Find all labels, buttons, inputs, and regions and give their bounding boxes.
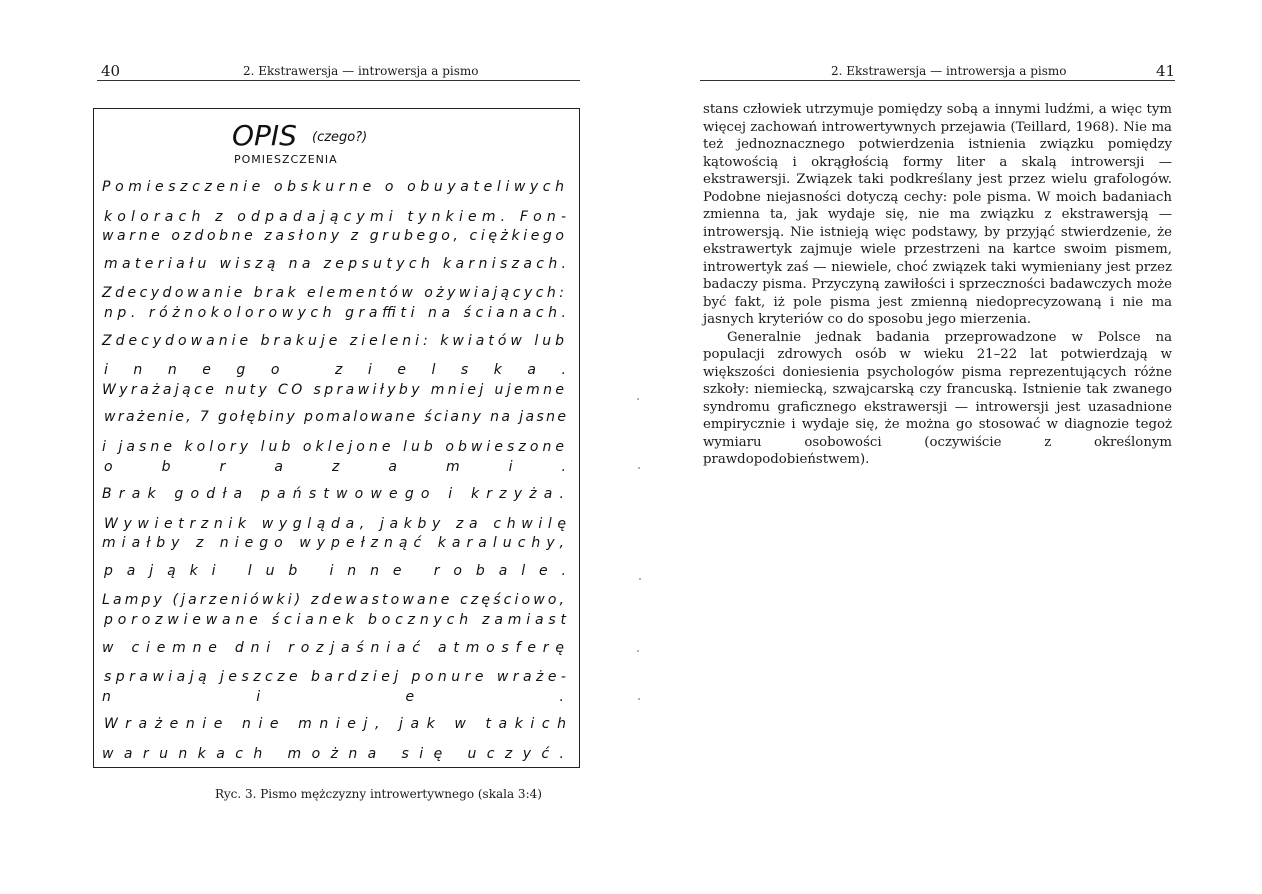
handwriting-line: Brak godła państwowego i krzyża.	[102, 486, 564, 502]
left-header-rule	[97, 80, 580, 81]
handwriting-line: nie.	[102, 689, 564, 705]
handwriting-figure	[93, 108, 580, 768]
handwriting-lines	[101, 179, 567, 762]
handwriting-title: OPIS	[232, 119, 297, 152]
scan-speck	[638, 467, 640, 469]
right-header-rule	[700, 80, 1175, 81]
handwriting-line: Wywietrznik wygląda, jakby za chwilę	[104, 516, 566, 532]
handwriting-line: Pomieszczenie obskurne o obuyateliwych	[102, 179, 564, 195]
scan-speck	[638, 698, 640, 700]
handwriting-line: wrażenie, 7 gołębiny pomalowane ściany na jasne	[104, 409, 566, 425]
handwriting-line: obrazami.	[104, 459, 566, 475]
handwriting-title-note: (czego?)	[312, 130, 368, 145]
handwriting-line: Zdecydowanie brakuje zieleni: kwiatów lub	[102, 333, 564, 349]
handwriting-line: np. różnokolorowych graffiti na ścianach.	[104, 305, 566, 321]
figure-caption: Ryc. 3. Pismo mężczyzny introwertywnego (skala 3:4)	[215, 787, 542, 801]
left-page-number: 40	[101, 62, 121, 80]
scan-speck	[637, 398, 639, 400]
handwriting-line: i jasne kolory lub oklejone lub obwieszone	[102, 439, 565, 455]
handwriting-line: Lampy (jarzeniówki) zdewastowane częściowo,	[102, 592, 564, 608]
handwriting-line: Zdecydowanie brak elementów ożywiających:	[102, 285, 565, 301]
handwriting-line: pająki lub inne robale.	[104, 563, 566, 579]
paragraph-1: stans człowiek utrzymuje pomiędzy sobą a innymi ludźmi, a więc tym więcej zachowań introwertywnych przejawia (Teillard, 1968). Nie ma też jednoznacznego potwierdzenia istnienia związku pomiędzy kątowością i okrągłością formy liter a skalą introwersji — ekstrawersji. Związek taki podkreślany jest przez wielu grafologów. Podobne niejasności dotyczą cechy: pole pisma. W moich badaniach zmienna ta, jak wydaje się, nie ma związku z ekstrawersją — introwersją. Nie istnieją więc podstawy, by przyjąć stwierdzenie, że ekstrawertyk zajmuje wiele przestrzeni na kartce swoim pismem, introwertyk zaś — niewiele, choć związek taki wymieniany jest przez badaczy pisma. Przyczyną zawiłości i sprzeczności badawczych może być fakt, iż pole pisma jest zmienną niedoprecyzowaną i nie ma jasnych kryteriów co do sposobu jego mierzenia.	[703, 102, 1172, 327]
left-running-head: 2. Ekstrawersja — introwersja a pismo	[243, 64, 479, 78]
handwriting-line: Wyrażające nuty CO sprawiłyby mniej ujemne	[102, 382, 564, 398]
handwriting-line: Wrażenie nie mniej, jak w takich	[104, 716, 566, 732]
handwriting-line: kolorach z odpadającymi tynkiem. Fon-	[104, 209, 567, 225]
handwriting-line: materiału wiszą na zepsutych karniszach.	[104, 256, 566, 272]
handwriting-line: sprawiają jeszcze bardziej ponure wraże-	[104, 669, 566, 685]
paragraph-2: Generalnie jednak badania przeprowadzone w Polsce na populacji zdrowych osób w wieku 21–22 lat potwierdzają w większości doniesienia psychologów pisma reprezentujących różne szkoły: niemiecką, szwajcarską czy francuską. Istnienie tak zwanego syndromu graficznego ekstrawersji — introwersji jest uzasadnione empirycznie i wydaje się, że można go stosować w diagnozie tegoż wymiaru osobowości (oczywiście z określonym prawdopodobieństwem).	[703, 329, 1172, 467]
right-page-number: 41	[1156, 62, 1176, 80]
handwriting-subtitle: POMIESZCZENIA	[234, 153, 338, 166]
handwriting-line: warne ozdobne zasłony z grubego, ciężkiego	[102, 228, 564, 244]
handwriting-line: innego zielska.	[104, 362, 566, 378]
scan-speck	[639, 578, 641, 580]
scan-speck	[637, 650, 639, 652]
handwriting-line: w ciemne dni rozjaśniać atmosferę	[102, 640, 564, 656]
handwriting-line: warunkach można się uczyć.	[102, 746, 564, 762]
handwriting-line: miałby z niego wypełznąć karaluchy,	[102, 535, 565, 551]
right-running-head: 2. Ekstrawersja — introwersja a pismo	[831, 64, 1067, 78]
handwriting-line: porozwiewane ścianek bocznych zamiast	[104, 612, 567, 628]
right-page-body	[703, 101, 1172, 469]
